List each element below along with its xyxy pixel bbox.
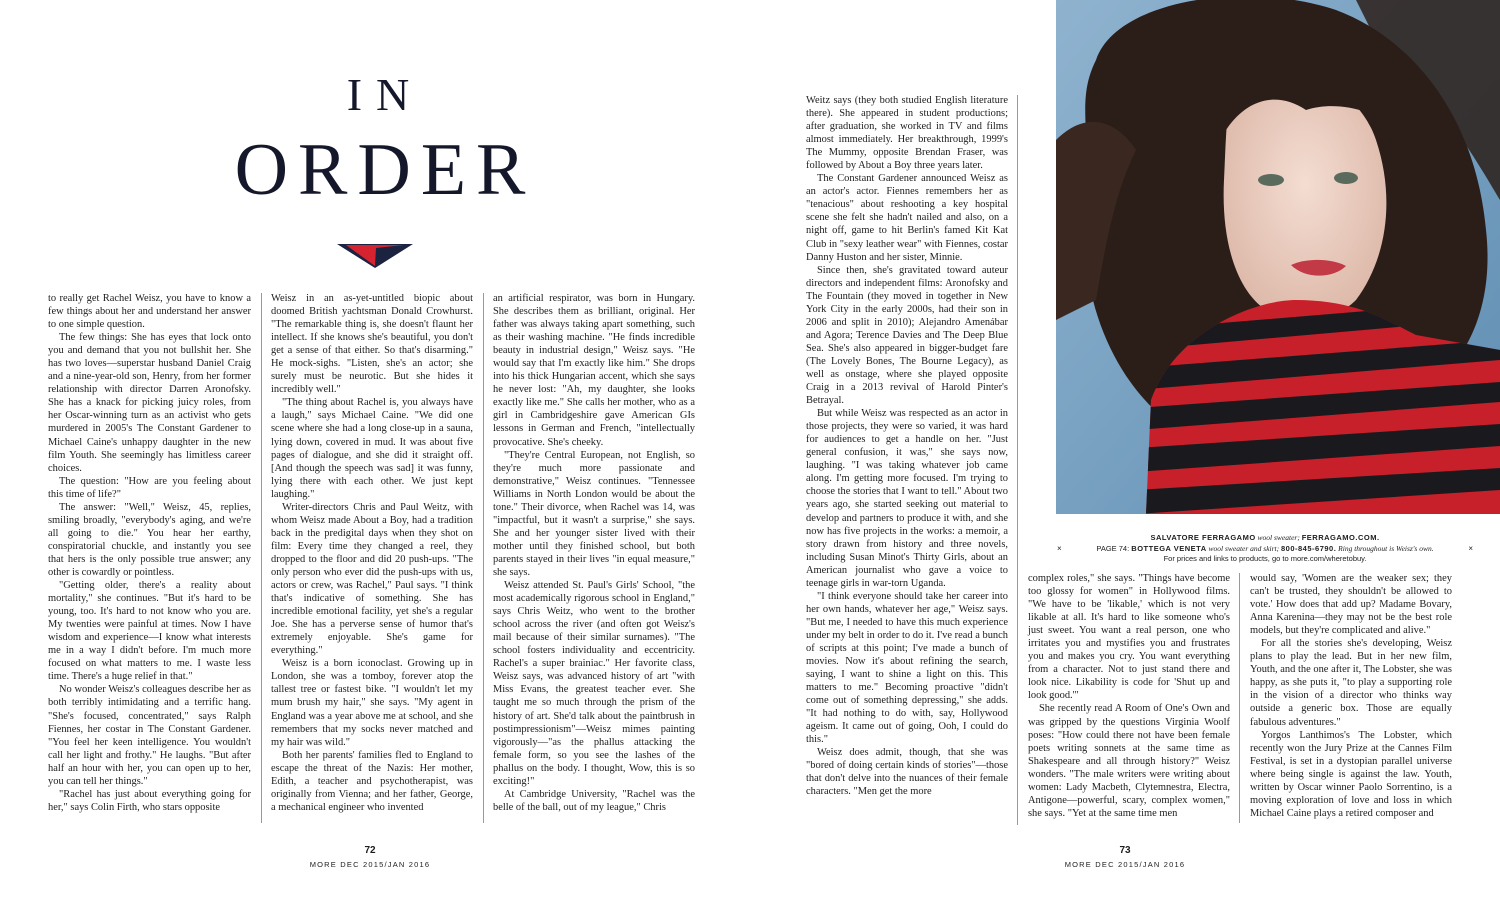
paragraph: The few things: She has eyes that lock onto you and demand that you not bullshit her. She has two loves—superstar husband Daniel Craig and a nine-year-old son, Henry, from her former relationship with director Darren Aronofsky. She has a knack for picking juicy roles, from her Oscar-winning turn as an activist who gets murdered in 2005's The Constant Gardener to Michael Caine's unhappy daughter in the new film Youth. She seemingly has limitless career choices. bbox=[48, 332, 251, 474]
column-rule bbox=[261, 293, 262, 823]
page-number-right: 73 bbox=[1119, 845, 1131, 856]
title-line-1: IN bbox=[346, 69, 424, 120]
paragraph: But while Weisz was respected as an actor in those projects, they were so varied, it was hard for audiences to get a handle on her. "Just general confusion, it was," she says now, laughing. "I was taking whatever job came along. I'm getting more focused. I'm trying to choose the stories that I want to tell." About two years ago, she started seeking out material to develop and partners to produce it with, and she now has five projects in the works: a memoir, a story drawn from history and three novels, including Susan Minot's Thirty Girls, about an American journalist who gave a voice to teenage girls in war-torn Uganda. bbox=[806, 408, 1008, 589]
paragraph: "The thing about Rachel is, you always have a laugh," says Michael Caine. "We did one scene where she had a long close-up in a sauna, lying down, covered in mud. It was about five pages of dialogue, and she did it straight off. [And though the speech was sad] it was funny, lying there with each other. We just kept laughing." bbox=[271, 397, 473, 500]
text-column-6 bbox=[1250, 572, 1452, 820]
paragraph: would say, 'Women are the weaker sex; they can't be trusted, they shouldn't be allowed to vote.' How does that add up? Madame Bovary, Anna Karenina—they may not be the best role models, but they're complicated and alive." bbox=[1250, 573, 1452, 637]
paragraph: The answer: "Well," Weisz, 45, replies, smiling broadly, "everybody's aging, and we're all going to die." You hear her earthy, conspiratorial chuckle, and instantly you see that hers is the only possible true answer; any other is cowardly or pointless. bbox=[48, 501, 251, 578]
paragraph: She recently read A Room of One's Own and was gripped by the questions Virginia Woolf poses: "How could there not have been female poets writing sonnets at the same time as Shakespeare and all through history?" Weisz wonders. "The male writers were writing about women: Lady Macbeth, Clytemnestra, Electra, Antigone—powerful, scary, complex women," she says. "Yet at the same time men bbox=[1028, 703, 1230, 819]
paragraph: "Rachel has just about everything going for her," says Colin Firth, who stars opposite bbox=[48, 788, 251, 813]
title-line-2: ORDER bbox=[234, 129, 536, 211]
paragraph: The Constant Gardener announced Weisz as an actor's actor. Fiennes remembers her as "tenacious" about reshooting a key hospital scene she felt she hadn't nailed and also, on a night off, game to hit Berlin's famed Kit Kat Club in "sexy leather wear" with Fiennes, costar Danny Huston and her sister, Minnie. bbox=[806, 173, 1008, 263]
caption-prices: For prices and links to products, go to more.com/wheretobuy. bbox=[1163, 554, 1367, 563]
photo-caption bbox=[1055, 533, 1475, 565]
column-rule bbox=[1017, 95, 1018, 825]
caption-item-2: wool sweater and skirt; bbox=[1206, 543, 1281, 553]
paragraph: The question: "How are you feeling about this time of life?" bbox=[48, 475, 251, 500]
paragraph: No wonder Weisz's colleagues describe her as both terribly intimidating and a terrific hang. "She's focused, concentrated," says Ralph Fiennes, her costar in The Constant Gardener. "You feel her keen intelligence. You wouldn't call her light and frothy." He laughs. "But after half an hour with her, you can open up to her, you can tell her things." bbox=[48, 684, 251, 787]
caption-page-ref: PAGE 74: bbox=[1096, 543, 1132, 553]
paragraph: Writer-directors Chris and Paul Weitz, with whom Weisz made About a Boy, had a tradition back in the predigital days when they shot on film: Every time they changed a reel, they dropped to the floor and did 20 push-ups. "The only person who ever did the push-ups with us, actors or crew, was Rachel," Paul says. "I think that's indicative of something. She has incredible emotional facility, yet she's a regular Joe. She has a perverse sense of humor that's extremely enjoyable. She's game for everything." bbox=[271, 501, 473, 657]
chevron-ornament bbox=[337, 244, 413, 268]
text-column-4 bbox=[806, 94, 1008, 799]
issue-label-left: MORE DEC 2015/JAN 2016 bbox=[309, 860, 431, 869]
paragraph: For all the stories she's developing, Weisz plans to play the lead. But in her new film, Youth, and the one after it, The Lobster, she was happy, as she puts it, "to play a supporting role in the vision of a director who thinks way outside a generic box. Those are equally fabulous adventures." bbox=[1250, 638, 1452, 728]
paragraph: Weisz does admit, though, that she was "bored of doing certain kinds of stories"—those that don't delve into the nuances of their female characters. "Men get the more bbox=[806, 747, 1008, 798]
paragraph: complex roles," she says. "Things have become too glossy for women" in Hollywood films. "We have to be 'likable,' which is not very likable at all. It's hard to like someone who's just sweet. You want a real person, one who irritates you and mystifies you and frustrates you and makes you cry. You want everything from a character. Not to just stand there and look nice. Likability is code for 'Shut up and look good.'" bbox=[1028, 573, 1230, 702]
text-column-5 bbox=[1028, 572, 1230, 820]
paragraph: an artificial respirator, was born in Hungary. She describes them as brilliant, original. Her father was always taking apart something, such as their washing machine. "He finds incredible beauty in industrial design," Weisz says. "He would say that I'm exactly like him." She drops into his thick Hungarian accent, which she says he never lost: "Ah, my daughter, she looks exactly like me." She calls her mother, who as a girl in Cambridgeshire gave American GIs lessons in German and French, "intellectually provocative. She's cheeky. bbox=[493, 293, 695, 448]
column-rule bbox=[1239, 573, 1240, 823]
paragraph: Yorgos Lanthimos's The Lobster, which recently won the Jury Prize at the Cannes Film Festival, is set in a dystopian parallel universe where being single is against the law. Youth, written by Oscar winner Paolo Sorrentino, is a moving exploration of love and loss in which Michael Caine plays a retired composer and bbox=[1250, 729, 1452, 819]
caption-item-1: wool sweater; bbox=[1255, 533, 1302, 542]
paragraph: to really get Rachel Weisz, you have to know a few things about her and understand her answer to one simple question. bbox=[48, 293, 251, 331]
caption-brand-1: SALVATORE FERRAGAMO bbox=[1150, 533, 1256, 542]
paragraph: "I think everyone should take her career into her own hands, whatever her age," Weisz says. "But me, I needed to have this much experience under my belt in order to do it. I've read a bunch of scripts at this point; I've made a bunch of movies. Now it's about refining the search, saying, I want to shine a light on this. This matters to me." Becoming proactive "didn't come out of something depressing," she adds. "It had nothing to do with, say, Hollywood ageism. It came out of going, Ooh, I could do this." bbox=[806, 590, 1008, 746]
caption-ring: Ring throughout is Weisz's own. bbox=[1336, 543, 1434, 553]
paragraph: At Cambridge University, "Rachel was the belle of the ball, out of my league," Chris bbox=[493, 788, 695, 813]
paragraph: Since then, she's gravitated toward auteur directors and independent films: Aronofsky and The Fountain (they moved in together in New York City in the early 2000s, had their son in 2006 and split in 2010); Alejandro Amenábar and Agora; Terence Davies and The Deep Blue Sea. She's also appeared in bigger-budget fare (The Lovely Bones, The Bourne Legacy), as well as onstage, where she played opposite Craig in a 2013 revival of Harold Pinter's Betrayal. bbox=[806, 264, 1008, 407]
text-column-2 bbox=[271, 292, 473, 814]
paragraph: Weitz says (they both studied English literature there). She appeared in student productions; after graduation, she worked in TV and films almost immediately. Her breakthrough, 1999's The Mummy, opposite Brendan Fraser, was followed by About a Boy three years later. bbox=[806, 95, 1008, 172]
caption-mark-right: × bbox=[1468, 544, 1473, 553]
page-number-left: 72 bbox=[364, 845, 376, 856]
column-rule bbox=[483, 293, 484, 823]
caption-phone: 800-845-6790. bbox=[1281, 543, 1337, 553]
issue-label-right: MORE DEC 2015/JAN 2016 bbox=[1064, 860, 1186, 869]
portrait-photo bbox=[1056, 0, 1500, 514]
caption-mark-left: × bbox=[1057, 544, 1062, 553]
paragraph: Weisz in an as-yet-untitled biopic about doomed British yachtsman Donald Crowhurst. "The remarkable thing is, she doesn't flaunt her intellect. If she knows she's beautiful, you don't get a sense of that either. So that's disarming." He mock-sighs. "Listen, she's an actor; she surely must be neurotic. But she hides it incredibly well." bbox=[271, 293, 473, 396]
paragraph: Both her parents' families fled to England to escape the threat of the Nazis: Her mother, Edith, a teacher and psychotherapist, was originally from Vienna; and her father, George, a mechanical engineer who invented bbox=[271, 749, 473, 813]
caption-brand-2: BOTTEGA VENETA bbox=[1131, 543, 1207, 553]
text-column-3 bbox=[493, 292, 695, 814]
text-column-1 bbox=[48, 292, 251, 814]
caption-site-1: FERRAGAMO.COM. bbox=[1301, 533, 1380, 542]
paragraph: Weisz attended St. Paul's Girls' School, "the most academically rigorous school in England," says Chris Weitz, who went to the brother school across the river (and often got Weisz's mail because of their similar surnames). "The school fosters individuality and eccentricity. Rachel's a super brainiac." Her favorite class, Weisz says, was advanced history of art "with Miss Evans, the greatest teacher ever. She taught me so much through the prism of the history of art. She'd talk about the paintbrush in postimpressionism"—Weisz mimes painting vigorously—"as the phallus attacking the female form, so you see the lashes of the phallus on the body. I thought, Wow, this is so exciting!" bbox=[493, 580, 695, 787]
paragraph: "They're Central European, not English, so they're much more passionate and demonstrative," Weisz continues. "Tennessee Williams in North London would be about the tone." Their divorce, when Rachel was 14, was "impactful, but it wasn't a surprise," she says. She and her younger sister lived with their mother until they finished school, but both parents stayed in their lives "in equal measure," she says. bbox=[493, 449, 695, 578]
paragraph: "Getting older, there's a reality about mortality," she continues. "But it's hard to be young, too. It's hard to not know who you are. My twenties were painful at times. Now I have wisdom and experience—I know what interests me in a way I didn't before. I'm much more focused on what matters to me. I waste less time. There's a huge relief in that." bbox=[48, 580, 251, 683]
paragraph: Weisz is a born iconoclast. Growing up in London, she was a tomboy, forever atop the tallest tree or fastest bike. "I wouldn't let my mum brush my hair," she says. "My agent in England was a year above me at school, and she remembers that my socks never matched and my hair was wild." bbox=[271, 658, 473, 748]
